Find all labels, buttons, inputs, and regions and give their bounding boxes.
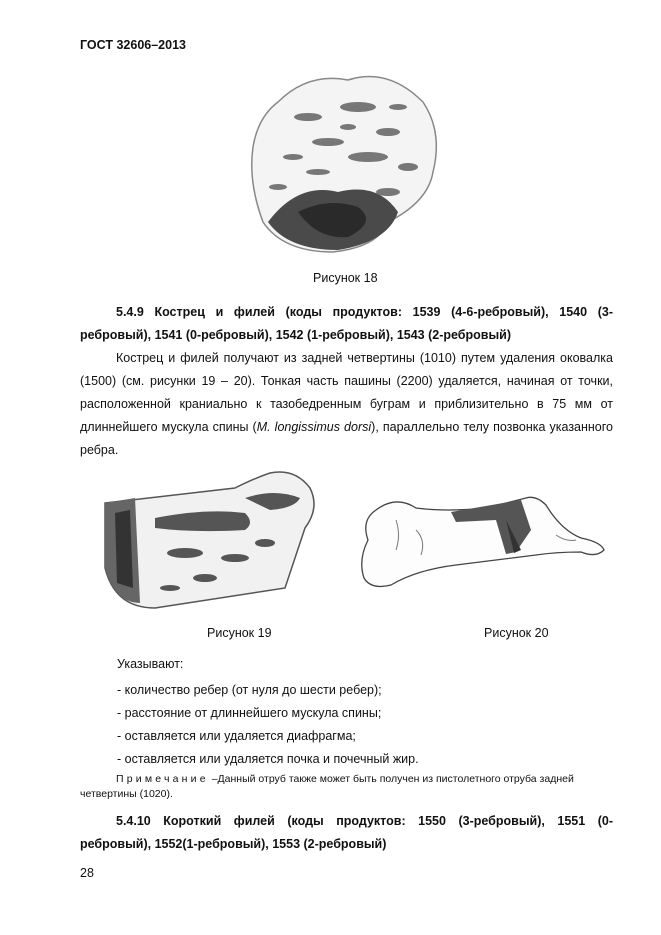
- note: [80, 772, 613, 802]
- document-header: ГОСТ 32606–2013: [80, 38, 186, 52]
- list-item: - оставляется или удаляется диафрагма;: [117, 729, 356, 743]
- heading-line-1: 5.4.9 Кострец и филей (коды продуктов: 1539 (4-6-ребровый), 1540 (3-: [116, 305, 613, 319]
- heading-line-2: ребровый), 1552(1-ребровый), 1553 (2-ребровый): [80, 837, 387, 851]
- heading-line-2: ребровый), 1541 (0-ребровый), 1542 (1-ребровый), 1543 (2-ребровый): [80, 328, 511, 342]
- specify-list: [117, 679, 419, 771]
- section-5-4-10-heading: [80, 810, 613, 856]
- page-number: 28: [80, 866, 94, 880]
- figure-20-caption: Рисунок 20: [484, 626, 549, 640]
- section-5-4-9-heading: [80, 301, 613, 347]
- figure-18-caption: Рисунок 18: [313, 271, 378, 285]
- specify-label: Указывают:: [117, 657, 184, 671]
- note-text: –Данный отруб также может быть получен из пистолетного отруба задней четвертины (1020).: [80, 773, 574, 800]
- list-item: - расстояние от длиннейшего мускула спины;: [117, 706, 382, 720]
- figure-20-image: [356, 490, 608, 600]
- list-item: - количество ребер (от нуля до шести ребер);: [117, 683, 382, 697]
- section-5-4-9-body: [80, 347, 613, 462]
- list-item: - оставляется или удаляется почка и почечный жир.: [117, 752, 419, 766]
- body-part-1: Кострец и филей получают из задней четвертины (1010) путем удаления оковалка (1500) (см. рисунки 19 – 20). Тонкая часть пашины (2200) удаляется, начиная от точки, расположенной краниально к тазобедренным буграм и приблизительно в 75 мм от длиннейшего мускула спины (: [80, 351, 613, 434]
- heading-line-1: 5.4.10 Короткий филей (коды продуктов: 1550 (3-ребровый), 1551 (0-: [116, 814, 613, 828]
- figure-19-caption: Рисунок 19: [207, 626, 272, 640]
- note-label: Примечание: [116, 773, 209, 785]
- body-part-2: ), параллельно телу позвонка указанного ребра.: [80, 420, 613, 457]
- figure-18-image: [238, 62, 448, 262]
- latin-muscle-name: M. longissimus dorsi: [256, 420, 372, 434]
- figure-19-image: [95, 468, 325, 618]
